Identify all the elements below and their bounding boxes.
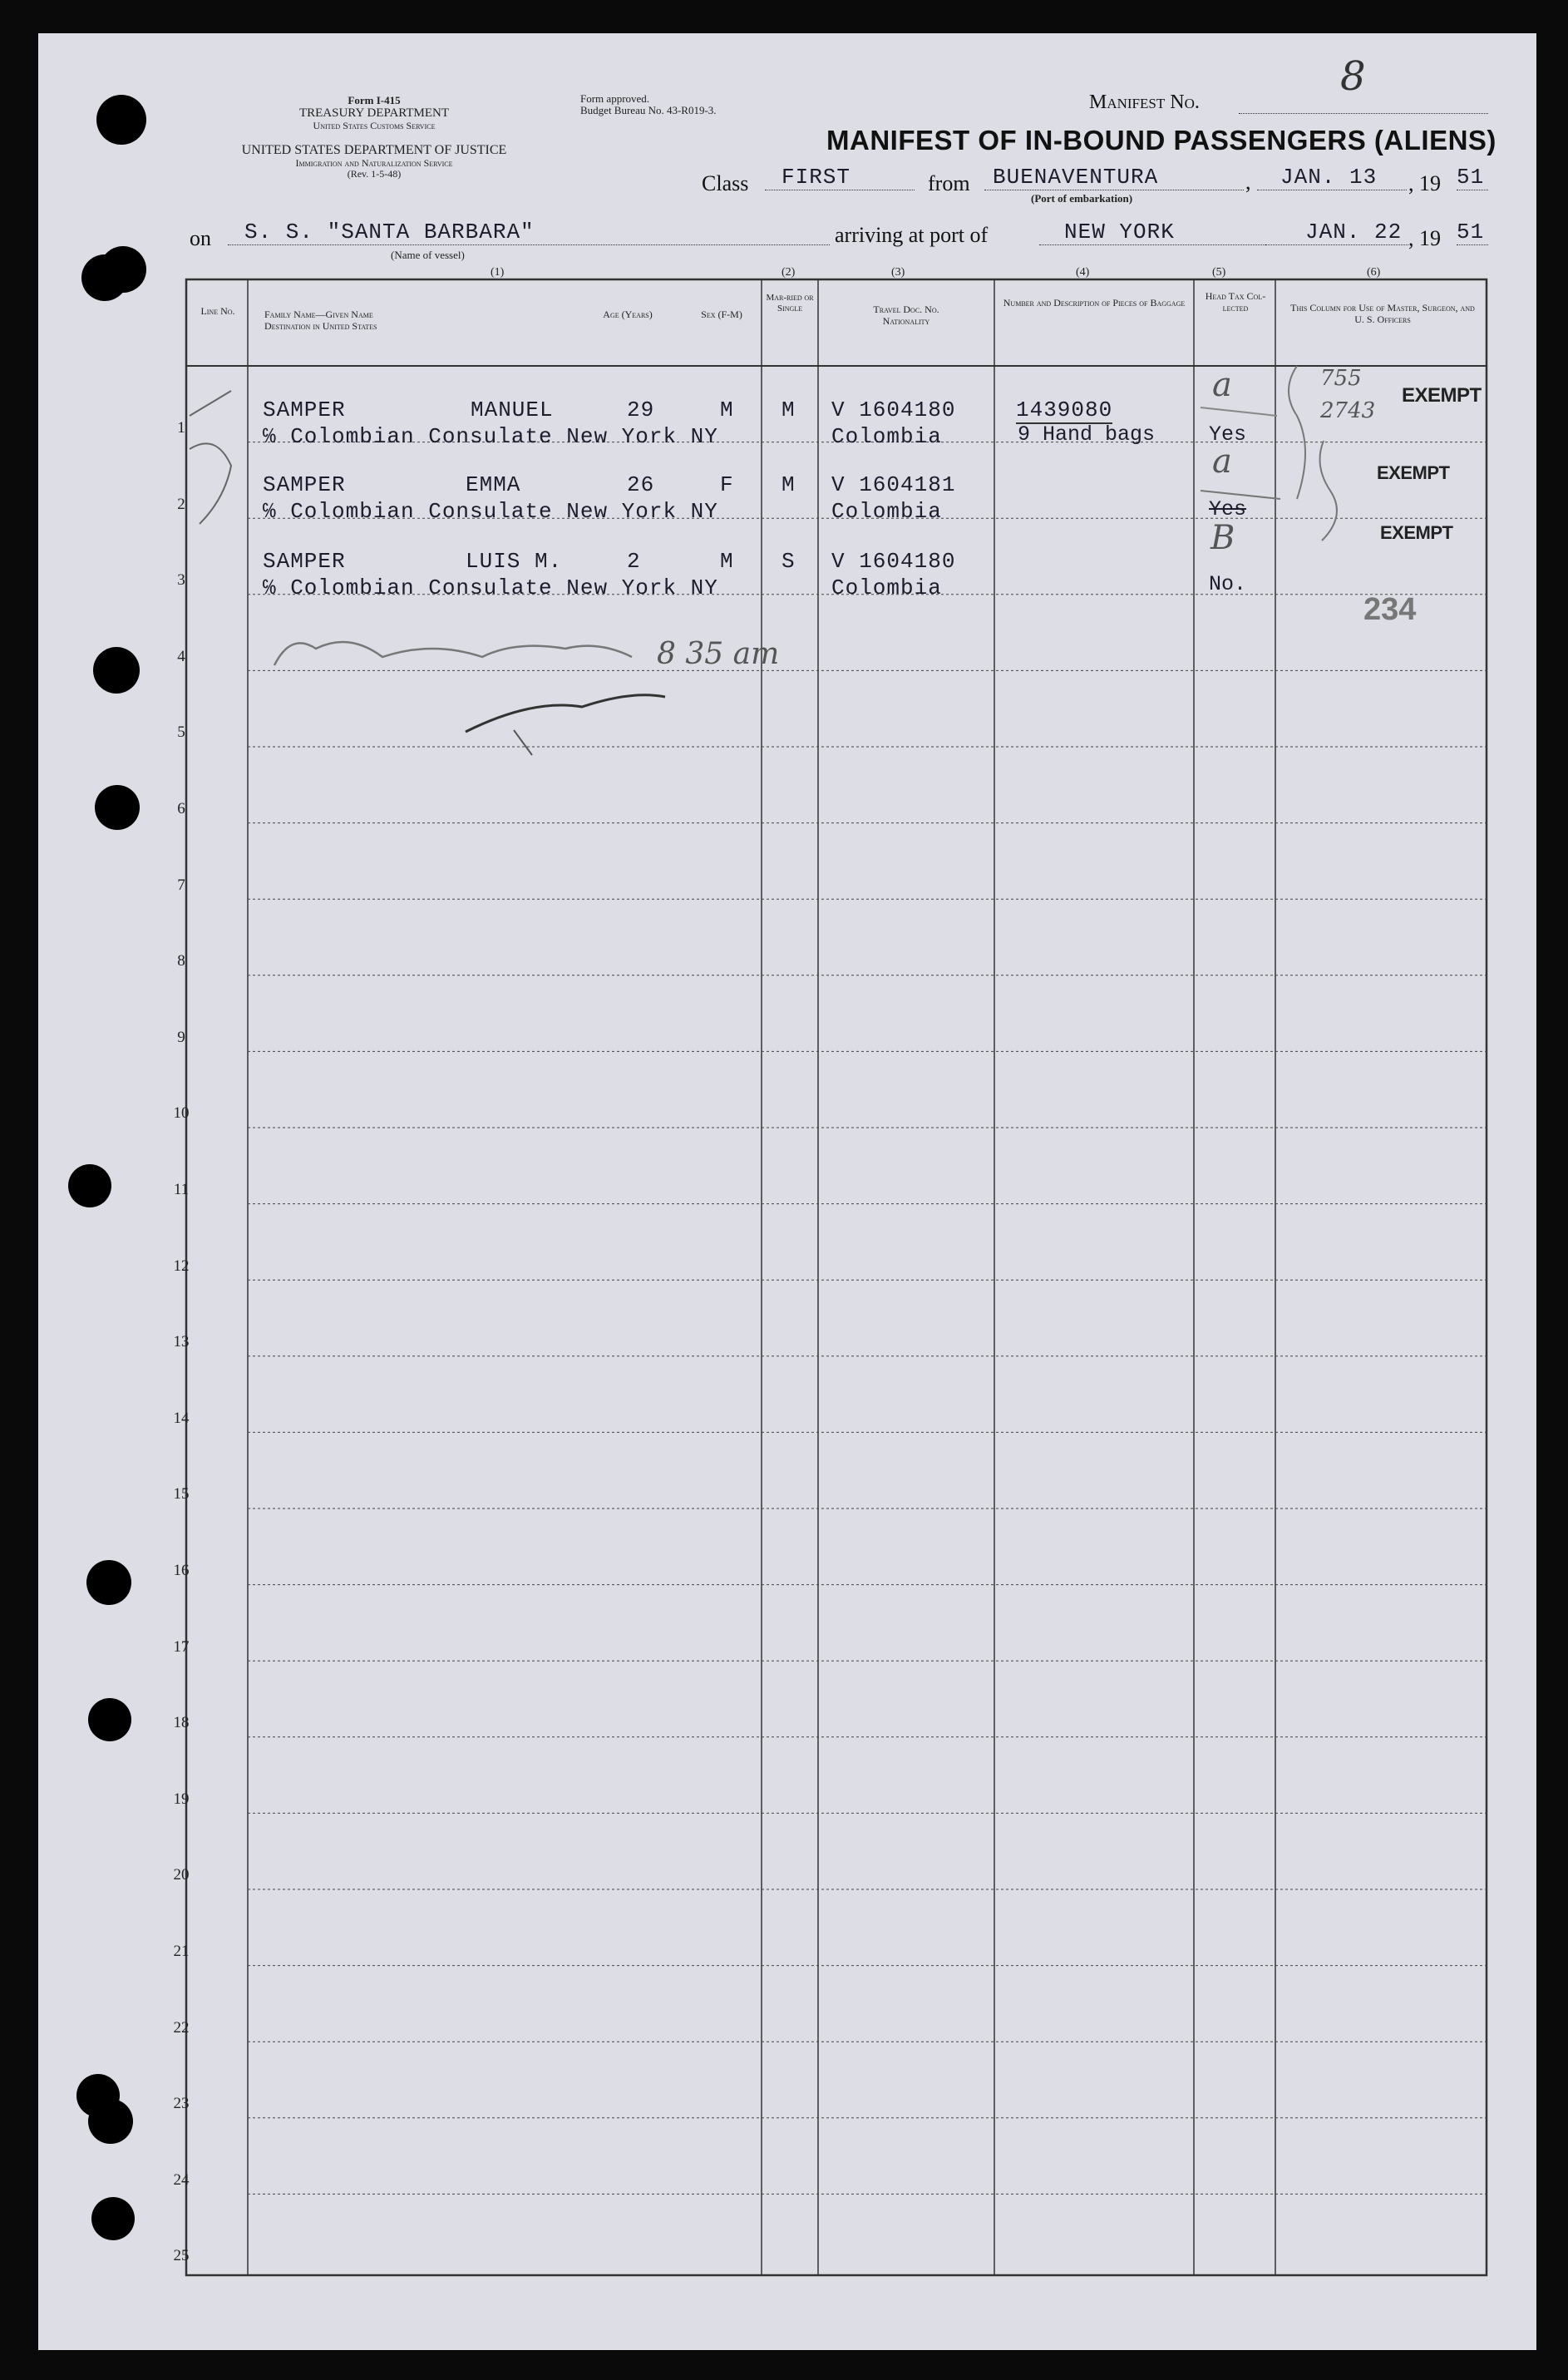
from-value: BUENAVENTURA [984, 165, 1244, 190]
nationality: Colombia [831, 499, 942, 524]
line-number: 2 [177, 495, 185, 513]
col-head-tax: Head Tax Col-lected [1205, 290, 1266, 314]
head-tax: Yes [1209, 422, 1247, 447]
travel-doc-no: V 1604180 [831, 549, 956, 574]
service-name: United States Customs Service [313, 119, 436, 131]
line-number: 12 [173, 1257, 190, 1275]
col-name: Family Name—Given Name Destination in United States [264, 309, 377, 332]
comma: , [1245, 170, 1251, 194]
travel-doc-no: V 1604180 [831, 397, 956, 422]
given-name: MANUEL [471, 397, 554, 422]
column-number-5: (5) [1212, 266, 1226, 279]
marital-status: S [782, 549, 796, 574]
column-number-6: (6) [1367, 266, 1381, 279]
family-name: SAMPER [263, 549, 346, 574]
age: 29 [627, 397, 655, 422]
baggage-description: 9 Hand bags [1018, 422, 1156, 447]
line-number: 16 [173, 1562, 190, 1579]
manifest-number: 8 [1340, 53, 1366, 100]
line-number: 7 [177, 876, 185, 894]
year-prefix: 19 [1419, 226, 1441, 250]
arriving-label: arriving at port of [835, 223, 989, 247]
handwritten-officer-note: 755 2743 [1320, 366, 1376, 423]
travel-doc-no: V 1604181 [831, 472, 956, 497]
sex: M [720, 397, 734, 422]
nationality: Colombia [831, 575, 942, 600]
line-number: 22 [173, 2018, 190, 2037]
col-age: Age (Years) [603, 309, 653, 320]
head-tax: Yes [1209, 497, 1247, 521]
depart-year: 51 [1457, 165, 1488, 190]
exempt-stamp: EXEMPT [1402, 384, 1482, 407]
line-number: 21 [173, 1943, 190, 1960]
vessel-caption: (Name of vessel) [391, 249, 465, 261]
col-baggage: Number and Description of Pieces of Baggage [1003, 297, 1186, 309]
column-number-4: (4) [1076, 266, 1090, 279]
line-number: 20 [173, 1866, 190, 1884]
from-label: from [928, 171, 970, 195]
line-number: 3 [177, 571, 185, 590]
given-name: LUIS M. [466, 549, 563, 574]
line-number: 9 [177, 1028, 185, 1046]
year-prefix: 19 [1419, 171, 1441, 195]
line-number: 1 [177, 419, 185, 437]
age: 26 [627, 472, 655, 497]
exempt-stamp: EXEMPT [1380, 522, 1453, 543]
line-number: 25 [173, 2247, 190, 2265]
approval-line: Form approved. [580, 92, 650, 105]
arrival-year: 51 [1457, 220, 1488, 245]
depart-date: JAN. 13 [1257, 165, 1407, 190]
revision-date: (Rev. 1-5-48) [347, 167, 402, 180]
head-tax-mark: a [1212, 442, 1232, 481]
line-number: 23 [173, 2095, 190, 2113]
line-number: 5 [177, 723, 185, 742]
line-number: 8 [177, 952, 185, 970]
baggage-number: 1439080 [1016, 397, 1113, 422]
vessel-name: S. S. "SANTA BARBARA" [228, 220, 830, 245]
budget-bureau: Budget Bureau No. 43-R019-3. [580, 104, 717, 117]
line-number: 4 [177, 647, 185, 665]
exempt-stamp: EXEMPT [1377, 462, 1450, 483]
line-number: 19 [173, 1790, 190, 1808]
form-number: Form I-415 [348, 94, 401, 106]
family-name: SAMPER [263, 397, 346, 422]
department-justice: UNITED STATES DEPARTMENT OF JUSTICE [241, 142, 507, 157]
col-officers: This Column for Use of Master, Surgeon, and U. S. Officers [1290, 302, 1475, 325]
handwritten-time: 8 35 am [657, 637, 780, 671]
column-number-1: (1) [491, 266, 505, 279]
stamp-number: 234 [1363, 592, 1417, 627]
line-number: 14 [173, 1409, 190, 1427]
port-caption: (Port of embarkation) [1031, 192, 1133, 205]
head-tax-mark: a [1212, 366, 1232, 404]
marital-status: M [782, 472, 796, 497]
given-name: EMMA [466, 472, 521, 497]
column-number-3: (3) [891, 266, 905, 279]
line-number: 10 [173, 1104, 190, 1123]
age: 2 [627, 549, 641, 574]
col-married: Mar-ried or Single [766, 293, 814, 314]
arrival-port: NEW YORK [1039, 220, 1265, 245]
department-name: TREASURY DEPARTMENT [298, 106, 450, 121]
line-number: 24 [173, 2170, 190, 2189]
depart-year-prefix: , 19 [1408, 171, 1441, 195]
nationality: Colombia [831, 424, 942, 449]
column-number-2: (2) [782, 266, 796, 279]
manifest-no-label: Manifest No. [1089, 91, 1200, 113]
class-label: Class [702, 171, 749, 195]
family-name: SAMPER [263, 472, 346, 497]
line-number: 15 [173, 1485, 190, 1504]
class-value: FIRST [765, 165, 915, 190]
arrival-date: JAN. 22 [1265, 220, 1408, 245]
col-sex: Sex (F-M) [701, 309, 742, 320]
destination: ℅ Colombian Consulate New York NY [263, 575, 718, 600]
line-number: 6 [177, 800, 185, 817]
arrival-year-prefix: , 19 [1408, 226, 1441, 250]
immigration-service: Immigration and Naturalization Service [295, 156, 453, 169]
line-number: 11 [173, 1181, 190, 1198]
destination: ℅ Colombian Consulate New York NY [263, 424, 718, 449]
col-line-no: Line No. [200, 305, 235, 317]
on-label: on [190, 226, 211, 250]
sex: F [720, 472, 734, 497]
head-tax: No. [1209, 572, 1247, 596]
sex: M [720, 549, 734, 574]
destination: ℅ Colombian Consulate New York NY [263, 499, 718, 524]
marital-status: M [782, 397, 796, 422]
line-number: 17 [173, 1637, 190, 1656]
head-tax-mark: B [1211, 519, 1235, 557]
manifest-title: MANIFEST OF IN-BOUND PASSENGERS (ALIENS) [826, 125, 1497, 156]
line-number: 13 [173, 1333, 190, 1351]
col-travel-doc: Travel Doc. No. Nationality [873, 304, 939, 327]
line-number: 18 [173, 1714, 190, 1732]
